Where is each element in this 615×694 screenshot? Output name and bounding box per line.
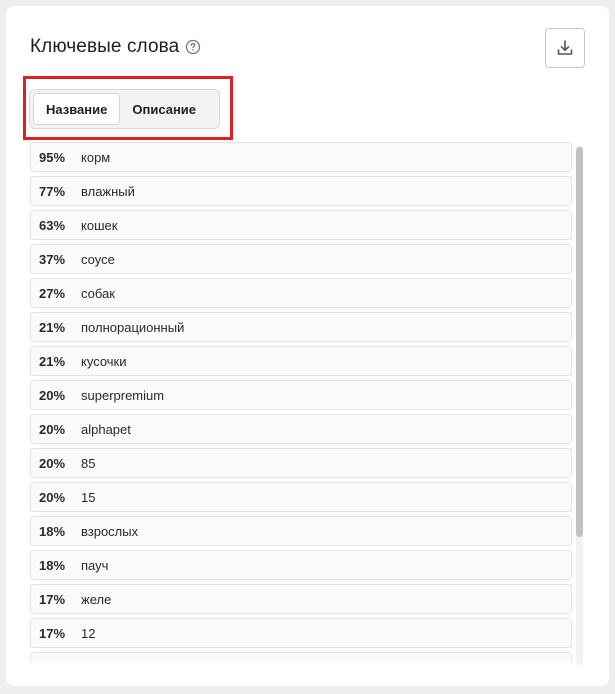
keyword-word: собак [81,285,115,301]
keyword-word: взрослых [81,523,139,539]
keyword-percent: 27% [39,285,66,301]
card-header [30,36,201,58]
keyword-percent: 20% [39,489,66,505]
list-item [30,414,572,444]
list-item [30,210,572,240]
list-item [30,176,572,206]
keyword-word: superpremium [81,387,165,403]
list-item [30,142,572,172]
page-title: Ключевые слова [30,36,180,57]
download-icon [555,38,575,58]
keywords-list [30,142,572,662]
keyword-word: 12 [81,625,96,641]
keyword-word: полнорационный [81,319,185,335]
list-item [30,516,572,546]
download-button[interactable] [545,28,585,68]
tab-group [29,89,220,129]
keyword-percent: 20% [39,455,66,471]
keyword-percent: 21% [39,319,66,335]
keyword-word: кусочки [81,353,127,369]
list-item [30,550,572,580]
keyword-percent: 18% [39,557,66,573]
keyword-percent: 20% [39,421,66,437]
list-item [30,618,572,648]
keyword-word: корм [81,149,111,165]
list-item [30,482,572,512]
list-item [30,278,572,308]
keyword-word: 15 [81,489,96,505]
keyword-percent: 63% [39,217,66,233]
keyword-word: 85 [81,455,96,471]
keyword-word: alphapet [81,421,131,437]
keywords-card [6,6,609,686]
list-item [30,584,572,614]
keyword-word: влажный [81,183,135,199]
tab-description[interactable]: Описание [132,101,197,117]
keyword-word: соусе [81,251,115,267]
keyword-percent: 77% [39,183,66,199]
list-item [30,346,572,376]
keyword-word: кошек [81,217,118,233]
list-item [30,652,572,662]
list-item [30,380,572,410]
keyword-percent: 21% [39,353,66,369]
list-item [30,244,572,274]
keyword-percent: 18% [39,523,66,539]
tab-name[interactable]: Название [33,93,120,125]
scrollbar-thumb[interactable] [576,147,583,537]
keyword-percent: 17% [39,625,66,641]
keyword-word: пауч [81,557,109,573]
keyword-percent: 20% [39,387,66,403]
keyword-percent: 17% [39,591,66,607]
list-item [30,448,572,478]
question-circle-icon[interactable] [185,39,201,55]
keyword-percent: 37% [39,251,66,267]
list-item [30,312,572,342]
keyword-percent: 95% [39,149,66,165]
keyword-word: желе [81,591,112,607]
